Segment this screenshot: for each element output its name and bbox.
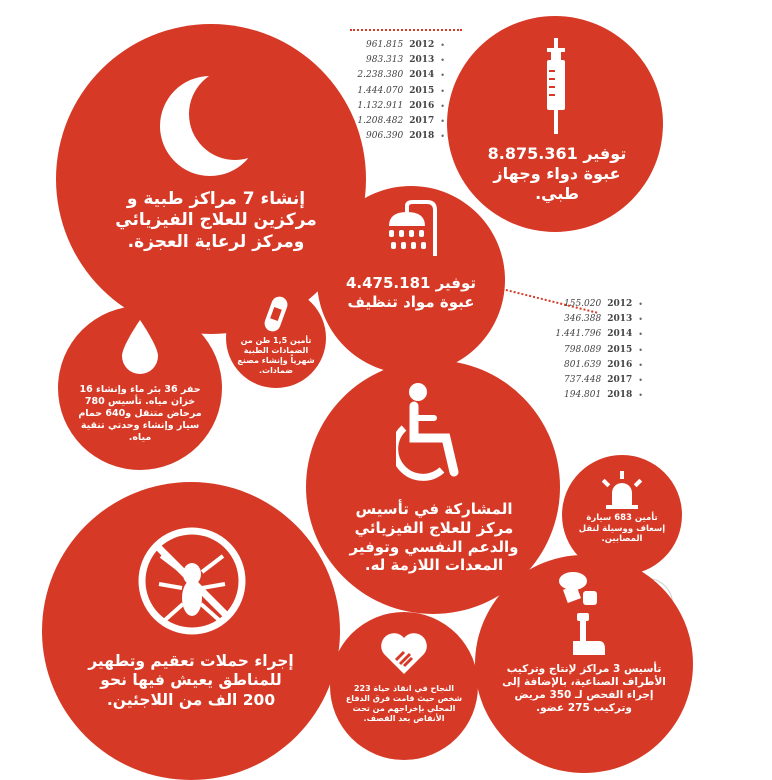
circle-heart [330, 612, 478, 760]
crescent-icon [150, 66, 270, 186]
stat-row: 155.020 2012 • [564, 299, 643, 309]
siren-icon [598, 469, 646, 509]
stat-row: 194.801 2018 • [564, 390, 643, 401]
heart-hand-icon [378, 630, 430, 676]
syringe-text: توفير 8.875.361 عبوة دواء وجهاز طبي. [487, 144, 627, 203]
syringe-icon [538, 38, 574, 136]
circle-prosthesis [475, 555, 693, 773]
prosthesis-icon [551, 571, 617, 661]
circle-shower [317, 186, 505, 374]
circle-bandage [226, 288, 326, 388]
connector-line-top [350, 29, 462, 31]
circle-syringe [447, 16, 663, 232]
stat-row: 983.313 2013 • [366, 55, 445, 66]
stat-row: 906.390 2018 • [366, 131, 445, 142]
stat-row: 801.639 2016 • [564, 359, 643, 370]
stat-row: 2.238.380 2014 • [357, 70, 445, 81]
siren-text: تأمين 683 سيارة إسعاف ووسيلة لنقل المصابين. [578, 513, 666, 545]
shower-icon [383, 200, 443, 258]
water-drop-text: حفر 36 بئر ماء وإنشاء 16 خزان مياه. تأسيس 780 مرحاض متنقل و640 حمام سيار وإنشاء وحدتي تنقية مياه. [78, 384, 202, 443]
stat-row: 1.132.911 2016 • [357, 100, 445, 111]
water-drop-icon [120, 320, 160, 376]
heart-text: النجاح في انقاذ حياة 223 شخص حيث قامت فرق الدفاع المحلي بإخراجهم من تحت الأنقاض بعد القصف. [345, 684, 463, 723]
stat-row: 961.815 2012 • [366, 40, 445, 50]
circle-no-insect [42, 482, 340, 780]
stat-row: 1.444.070 2015 • [357, 85, 445, 96]
crescent-text: إنشاء 7 مراكز طبية و مركزين للعلاج الفيزيائي ومركز لرعاية العجزة. [115, 189, 317, 252]
circle-water-drop [58, 306, 222, 470]
cleaning-stats-list [538, 297, 643, 403]
stat-row: 798.089 2015 • [564, 344, 643, 355]
shower-text: توفير 4.475.181 عبوة مواد تنظيف [345, 274, 476, 311]
stat-row: 1.441.796 2014 • [555, 329, 643, 340]
stat-row: 737.448 2017 • [564, 375, 643, 386]
stat-row: 1.208.482 2017 • [357, 116, 445, 127]
prosthesis-text: تأسيس 3 مراكز لإنتاج وتركيب الأطراف الصناعية، بالإضافة إلى إجراء الفحص لـ 350 مريض وتركيب 275 عضو. [502, 663, 666, 715]
no-insect-icon [137, 526, 247, 636]
bandage-text: تأمين 1,5 طن من الضمادات الطبية شهرياً وإنشاء مصنع ضمادات. [237, 336, 315, 375]
bandage-icon [262, 294, 290, 334]
wheelchair-icon [396, 382, 476, 492]
wheelchair-text: المشاركة في تأسيس مركز للعلاج الفيزيائي والدعم النفسي وتوفير المعدات اللازمة له. [349, 500, 519, 575]
no-insect-text: إجراء حملات تعقيم وتطهير للمناطق يعيش فيها نحو 200 الف من اللاجئين. [88, 652, 294, 709]
medicine-stats-list [345, 38, 445, 144]
stat-row: 346.388 2013 • [564, 314, 643, 325]
